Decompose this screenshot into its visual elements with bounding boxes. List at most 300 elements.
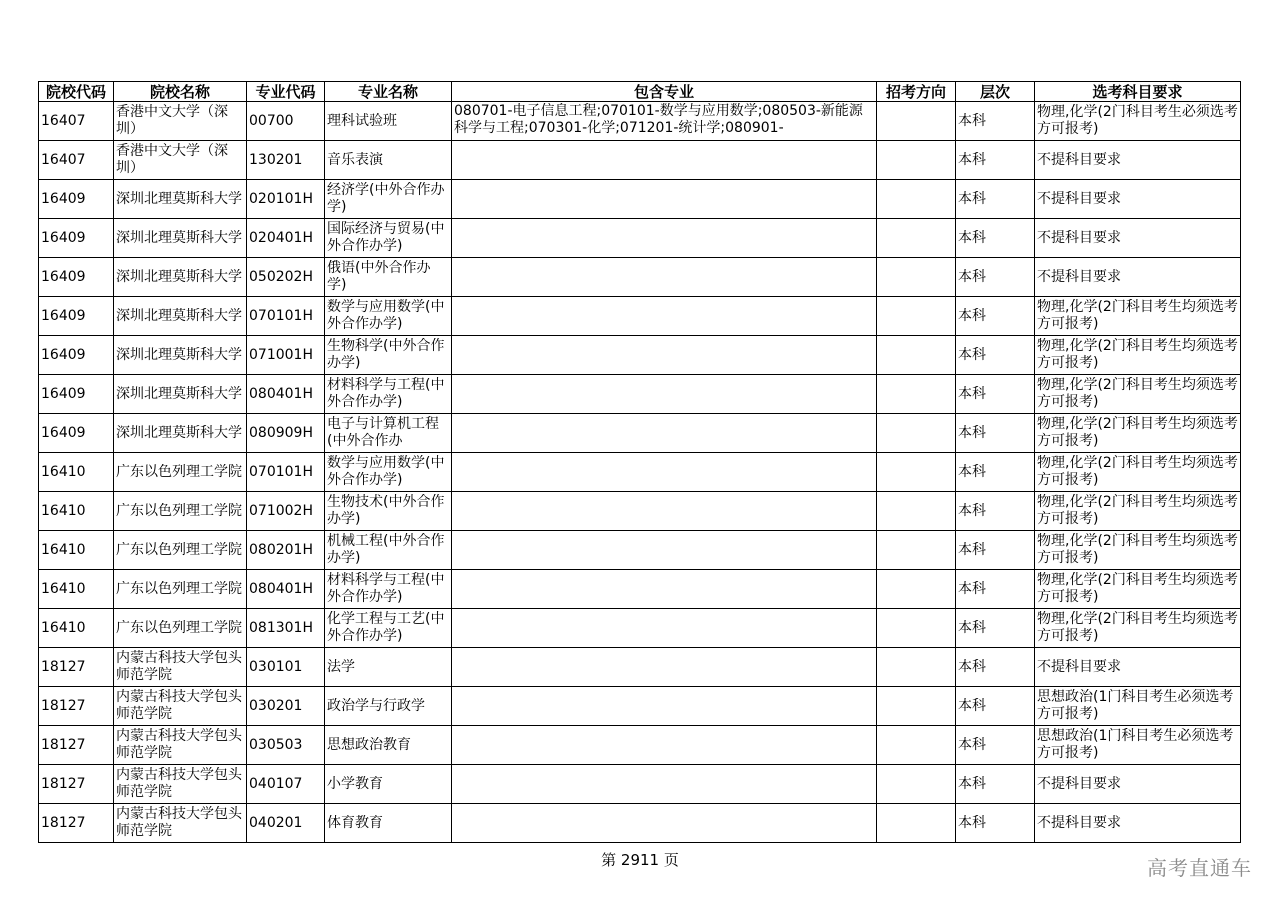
table-row [39, 336, 1241, 375]
cell-level [956, 453, 1035, 492]
table-row [39, 375, 1241, 414]
cell-level [956, 219, 1035, 258]
cell-text: 俄语(中外合作办学) [327, 260, 431, 293]
cell-major-name [325, 258, 452, 297]
header-major-name: 专业名称 [325, 82, 452, 102]
cell-text: 16410 [41, 502, 86, 519]
table-row [39, 258, 1241, 297]
cell-included-majors [452, 804, 877, 843]
cell-level [956, 258, 1035, 297]
cell-school-code [39, 219, 114, 258]
cell-included-majors [452, 531, 877, 570]
cell-text: 020401H [249, 229, 313, 246]
header-level: 层次 [956, 82, 1035, 102]
cell-admission-direction [877, 219, 956, 258]
cell-admission-direction [877, 648, 956, 687]
cell-school-name [114, 453, 247, 492]
cell-subject-requirement [1035, 375, 1241, 414]
cell-major-code [247, 180, 325, 219]
cell-text: 机械工程(中外合作办学) [327, 533, 445, 566]
cell-text: 130201 [249, 151, 303, 168]
cell-subject-requirement [1035, 297, 1241, 336]
cell-subject-requirement [1035, 687, 1241, 726]
cell-text: 本科 [958, 580, 986, 597]
table-header [39, 82, 1241, 102]
cell-subject-requirement [1035, 180, 1241, 219]
cell-text: 16409 [41, 268, 86, 285]
cell-admission-direction [877, 102, 956, 141]
cell-text: 政治学与行政学 [327, 697, 425, 714]
cell-major-name [325, 141, 452, 180]
cell-text: 经济学(中外合作办学) [327, 182, 445, 215]
cell-text: 不提科目要求 [1037, 268, 1121, 285]
cell-text: 050202H [249, 268, 313, 285]
cell-text: 思想政治教育 [327, 736, 411, 753]
cell-text: 物理,化学(2门科目考生均须选考方可报考) [1037, 338, 1238, 371]
cell-text: 深圳北理莫斯科大学 [116, 424, 242, 441]
cell-level [956, 492, 1035, 531]
cell-major-name [325, 375, 452, 414]
cell-text: 深圳北理莫斯科大学 [116, 385, 242, 402]
cell-school-code [39, 570, 114, 609]
cell-text: 思想政治(1门科目考生必须选考方可报考) [1037, 728, 1234, 761]
cell-admission-direction [877, 258, 956, 297]
watermark-logo: 高考直通车 [1147, 856, 1252, 880]
cell-admission-direction [877, 726, 956, 765]
cell-text: 本科 [958, 346, 986, 363]
table-row [39, 453, 1241, 492]
table-row [39, 102, 1241, 141]
cell-text: 16410 [41, 541, 86, 558]
cell-level [956, 687, 1035, 726]
cell-admission-direction [877, 765, 956, 804]
cell-admission-direction [877, 531, 956, 570]
cell-admission-direction [877, 141, 956, 180]
cell-admission-direction [877, 609, 956, 648]
admissions-table [38, 81, 1241, 843]
cell-major-name [325, 453, 452, 492]
cell-major-name [325, 687, 452, 726]
cell-level [956, 570, 1035, 609]
cell-text: 本科 [958, 775, 986, 792]
cell-text: 071001H [249, 346, 313, 363]
cell-text: 16410 [41, 619, 86, 636]
cell-major-code [247, 336, 325, 375]
cell-text: 本科 [958, 190, 986, 207]
header-admission-direction: 招考方向 [877, 82, 956, 102]
cell-text: 物理,化学(2门科目考生均须选考方可报考) [1037, 455, 1238, 488]
cell-major-code [247, 609, 325, 648]
cell-major-code [247, 219, 325, 258]
cell-text: 030201 [249, 697, 303, 714]
cell-text: 本科 [958, 268, 986, 285]
table-row [39, 609, 1241, 648]
cell-major-name [325, 219, 452, 258]
cell-subject-requirement [1035, 141, 1241, 180]
cell-level [956, 765, 1035, 804]
table-row [39, 804, 1241, 843]
cell-text: 深圳北理莫斯科大学 [116, 307, 242, 324]
cell-text: 16410 [41, 463, 86, 480]
cell-text: 030101 [249, 658, 303, 675]
cell-text: 广东以色列理工学院 [116, 541, 242, 558]
cell-text: 本科 [958, 619, 986, 636]
cell-text: 内蒙古科技大学包头师范学院 [116, 806, 242, 839]
cell-text: 030503 [249, 736, 303, 753]
cell-text: 本科 [958, 112, 986, 129]
cell-major-name [325, 492, 452, 531]
cell-school-name [114, 297, 247, 336]
cell-subject-requirement [1035, 336, 1241, 375]
cell-school-code [39, 258, 114, 297]
cell-major-name [325, 804, 452, 843]
cell-admission-direction [877, 414, 956, 453]
cell-major-name [325, 414, 452, 453]
cell-level [956, 726, 1035, 765]
cell-subject-requirement [1035, 102, 1241, 141]
cell-major-name [325, 336, 452, 375]
cell-text: 国际经济与贸易(中外合作办学) [327, 221, 445, 254]
cell-text: 本科 [958, 151, 986, 168]
cell-text: 香港中文大学（深圳） [116, 104, 228, 137]
cell-major-name [325, 180, 452, 219]
cell-school-name [114, 570, 247, 609]
cell-text: 广东以色列理工学院 [116, 502, 242, 519]
cell-text: 物理,化学(2门科目考生均须选考方可报考) [1037, 299, 1238, 332]
cell-school-code [39, 648, 114, 687]
cell-level [956, 804, 1035, 843]
cell-school-code [39, 102, 114, 141]
cell-school-name [114, 726, 247, 765]
cell-school-code [39, 609, 114, 648]
cell-text: 小学教育 [327, 775, 383, 792]
table-row [39, 765, 1241, 804]
cell-text: 16410 [41, 580, 86, 597]
cell-included-majors [452, 726, 877, 765]
cell-text: 本科 [958, 385, 986, 402]
cell-text: 16407 [41, 112, 86, 129]
cell-text: 本科 [958, 502, 986, 519]
cell-text: 物理,化学(2门科目考生均须选考方可报考) [1037, 533, 1238, 566]
table-row [39, 141, 1241, 180]
cell-included-majors [452, 492, 877, 531]
cell-school-name [114, 336, 247, 375]
page-number: 第 2911 页 [601, 851, 679, 869]
cell-school-name [114, 765, 247, 804]
cell-text: 本科 [958, 229, 986, 246]
cell-school-code [39, 297, 114, 336]
cell-major-name [325, 765, 452, 804]
cell-text: 数学与应用数学(中外合作办学) [327, 455, 445, 488]
cell-text: 081301H [249, 619, 313, 636]
header-school-name: 院校名称 [114, 82, 247, 102]
table-row [39, 648, 1241, 687]
cell-text: 不提科目要求 [1037, 229, 1121, 246]
cell-school-code [39, 765, 114, 804]
cell-text: 本科 [958, 736, 986, 753]
cell-level [956, 102, 1035, 141]
cell-level [956, 531, 1035, 570]
cell-subject-requirement [1035, 648, 1241, 687]
cell-included-majors [452, 687, 877, 726]
cell-text: 物理,化学(2门科目考生均须选考方可报考) [1037, 572, 1238, 605]
cell-text: 本科 [958, 463, 986, 480]
table-body [39, 102, 1241, 843]
cell-school-name [114, 258, 247, 297]
cell-text: 数学与应用数学(中外合作办学) [327, 299, 445, 332]
cell-school-code [39, 726, 114, 765]
cell-text: 080201H [249, 541, 313, 558]
cell-text: 16409 [41, 307, 86, 324]
table-row [39, 531, 1241, 570]
cell-text: 体育教育 [327, 814, 383, 831]
cell-included-majors [452, 141, 877, 180]
cell-major-code [247, 531, 325, 570]
cell-text: 080401H [249, 385, 313, 402]
table-row [39, 414, 1241, 453]
cell-text: 物理,化学(2门科目考生必须选考方可报考) [1037, 104, 1238, 137]
cell-school-name [114, 141, 247, 180]
cell-major-name [325, 297, 452, 336]
cell-included-majors [452, 375, 877, 414]
cell-admission-direction [877, 297, 956, 336]
cell-text: 物理,化学(2门科目考生均须选考方可报考) [1037, 377, 1238, 410]
cell-major-code [247, 570, 325, 609]
header-major-code: 专业代码 [247, 82, 325, 102]
cell-major-code [247, 375, 325, 414]
cell-level [956, 414, 1035, 453]
cell-text: 16409 [41, 385, 86, 402]
cell-school-name [114, 648, 247, 687]
cell-included-majors [452, 570, 877, 609]
cell-school-code [39, 141, 114, 180]
cell-subject-requirement [1035, 570, 1241, 609]
cell-text: 材料科学与工程(中外合作办学) [327, 377, 445, 410]
cell-school-code [39, 531, 114, 570]
cell-school-name [114, 687, 247, 726]
cell-text: 材料科学与工程(中外合作办学) [327, 572, 445, 605]
table-row [39, 297, 1241, 336]
cell-school-name [114, 531, 247, 570]
cell-included-majors [452, 180, 877, 219]
header-included-majors: 包含专业 [452, 82, 877, 102]
cell-subject-requirement [1035, 258, 1241, 297]
table-row [39, 219, 1241, 258]
cell-level [956, 609, 1035, 648]
table-row [39, 570, 1241, 609]
cell-level [956, 297, 1035, 336]
cell-subject-requirement [1035, 219, 1241, 258]
cell-text: 生物技术(中外合作办学) [327, 494, 445, 527]
cell-major-name [325, 531, 452, 570]
cell-level [956, 141, 1035, 180]
cell-major-code [247, 492, 325, 531]
cell-text: 040107 [249, 775, 303, 792]
cell-major-code [247, 297, 325, 336]
cell-admission-direction [877, 570, 956, 609]
cell-level [956, 648, 1035, 687]
cell-school-name [114, 219, 247, 258]
cell-text: 本科 [958, 307, 986, 324]
cell-text: 040201 [249, 814, 303, 831]
cell-school-code [39, 687, 114, 726]
cell-major-name [325, 570, 452, 609]
cell-text: 16409 [41, 346, 86, 363]
cell-major-code [247, 141, 325, 180]
cell-major-code [247, 258, 325, 297]
cell-admission-direction [877, 336, 956, 375]
cell-text: 广东以色列理工学院 [116, 619, 242, 636]
cell-text: 思想政治(1门科目考生必须选考方可报考) [1037, 689, 1234, 722]
cell-subject-requirement [1035, 804, 1241, 843]
cell-text: 18127 [41, 658, 86, 675]
cell-text: 本科 [958, 658, 986, 675]
cell-school-name [114, 492, 247, 531]
cell-text: 16409 [41, 229, 86, 246]
cell-included-majors [452, 258, 877, 297]
cell-school-code [39, 804, 114, 843]
cell-included-majors [452, 297, 877, 336]
cell-text: 18127 [41, 775, 86, 792]
cell-school-code [39, 180, 114, 219]
cell-school-name [114, 102, 247, 141]
cell-subject-requirement [1035, 531, 1241, 570]
cell-text: 080909H [249, 424, 313, 441]
cell-included-majors [452, 102, 877, 141]
cell-admission-direction [877, 687, 956, 726]
cell-subject-requirement [1035, 726, 1241, 765]
cell-text: 16407 [41, 151, 86, 168]
cell-text: 18127 [41, 814, 86, 831]
cell-text: 本科 [958, 541, 986, 558]
cell-school-code [39, 492, 114, 531]
cell-major-code [247, 687, 325, 726]
cell-major-code [247, 804, 325, 843]
cell-school-name [114, 609, 247, 648]
cell-text: 16409 [41, 424, 86, 441]
cell-included-majors [452, 336, 877, 375]
cell-school-name [114, 414, 247, 453]
cell-admission-direction [877, 492, 956, 531]
cell-included-majors [452, 609, 877, 648]
cell-subject-requirement [1035, 492, 1241, 531]
cell-subject-requirement [1035, 609, 1241, 648]
cell-text: 电子与计算机工程(中外合作办 [327, 416, 439, 449]
cell-text: 本科 [958, 697, 986, 714]
cell-subject-requirement [1035, 414, 1241, 453]
cell-text: 广东以色列理工学院 [116, 463, 242, 480]
cell-text: 18127 [41, 736, 86, 753]
cell-text: 080401H [249, 580, 313, 597]
cell-major-code [247, 726, 325, 765]
cell-text: 071002H [249, 502, 313, 519]
cell-text: 内蒙古科技大学包头师范学院 [116, 650, 242, 683]
cell-included-majors [452, 219, 877, 258]
cell-level [956, 375, 1035, 414]
cell-admission-direction [877, 453, 956, 492]
cell-text: 物理,化学(2门科目考生均须选考方可报考) [1037, 416, 1238, 449]
cell-text: 18127 [41, 697, 86, 714]
cell-level [956, 336, 1035, 375]
cell-school-name [114, 375, 247, 414]
cell-major-name [325, 102, 452, 141]
table-row [39, 180, 1241, 219]
cell-included-majors [452, 648, 877, 687]
cell-major-name [325, 648, 452, 687]
cell-text: 070101H [249, 307, 313, 324]
cell-school-code [39, 453, 114, 492]
cell-major-code [247, 648, 325, 687]
cell-major-name [325, 726, 452, 765]
cell-text: 深圳北理莫斯科大学 [116, 346, 242, 363]
cell-admission-direction [877, 180, 956, 219]
cell-subject-requirement [1035, 765, 1241, 804]
cell-admission-direction [877, 375, 956, 414]
cell-text: 00700 [249, 112, 294, 129]
cell-text: 深圳北理莫斯科大学 [116, 229, 242, 246]
cell-text: 内蒙古科技大学包头师范学院 [116, 767, 242, 800]
cell-text: 物理,化学(2门科目考生均须选考方可报考) [1037, 494, 1238, 527]
cell-text: 070101H [249, 463, 313, 480]
cell-text: 化学工程与工艺(中外合作办学) [327, 611, 445, 644]
cell-included-majors [452, 414, 877, 453]
table-row [39, 687, 1241, 726]
cell-school-code [39, 375, 114, 414]
cell-text: 本科 [958, 814, 986, 831]
cell-text: 深圳北理莫斯科大学 [116, 268, 242, 285]
cell-major-code [247, 414, 325, 453]
cell-text: 不提科目要求 [1037, 151, 1121, 168]
header-subject-requirement: 选考科目要求 [1035, 82, 1241, 102]
cell-text: 香港中文大学（深圳） [116, 143, 228, 176]
cell-text: 不提科目要求 [1037, 814, 1121, 831]
cell-text: 080701-电子信息工程;070101-数学与应用数学;080503-新能源科学与工程;070301-化学;071201-统计学;080901- [454, 103, 863, 136]
header-school-code: 院校代码 [39, 82, 114, 102]
table-row [39, 492, 1241, 531]
cell-text: 020101H [249, 190, 313, 207]
cell-subject-requirement [1035, 453, 1241, 492]
cell-text: 内蒙古科技大学包头师范学院 [116, 689, 242, 722]
cell-text: 广东以色列理工学院 [116, 580, 242, 597]
cell-major-code [247, 102, 325, 141]
cell-text: 理科试验班 [327, 112, 397, 129]
cell-major-name [325, 609, 452, 648]
cell-text: 物理,化学(2门科目考生均须选考方可报考) [1037, 611, 1238, 644]
cell-text: 音乐表演 [327, 151, 383, 168]
cell-text: 不提科目要求 [1037, 190, 1121, 207]
cell-level [956, 180, 1035, 219]
table-row [39, 726, 1241, 765]
cell-text: 本科 [958, 424, 986, 441]
cell-text: 生物科学(中外合作办学) [327, 338, 445, 371]
cell-included-majors [452, 453, 877, 492]
cell-major-code [247, 453, 325, 492]
cell-included-majors [452, 765, 877, 804]
cell-school-code [39, 336, 114, 375]
cell-text: 不提科目要求 [1037, 658, 1121, 675]
cell-school-name [114, 804, 247, 843]
cell-text: 16409 [41, 190, 86, 207]
cell-admission-direction [877, 804, 956, 843]
cell-text: 不提科目要求 [1037, 775, 1121, 792]
cell-major-code [247, 765, 325, 804]
cell-school-name [114, 180, 247, 219]
header-row [39, 82, 1241, 102]
cell-text: 法学 [327, 658, 355, 675]
cell-school-code [39, 414, 114, 453]
cell-text: 深圳北理莫斯科大学 [116, 190, 242, 207]
cell-text: 内蒙古科技大学包头师范学院 [116, 728, 242, 761]
